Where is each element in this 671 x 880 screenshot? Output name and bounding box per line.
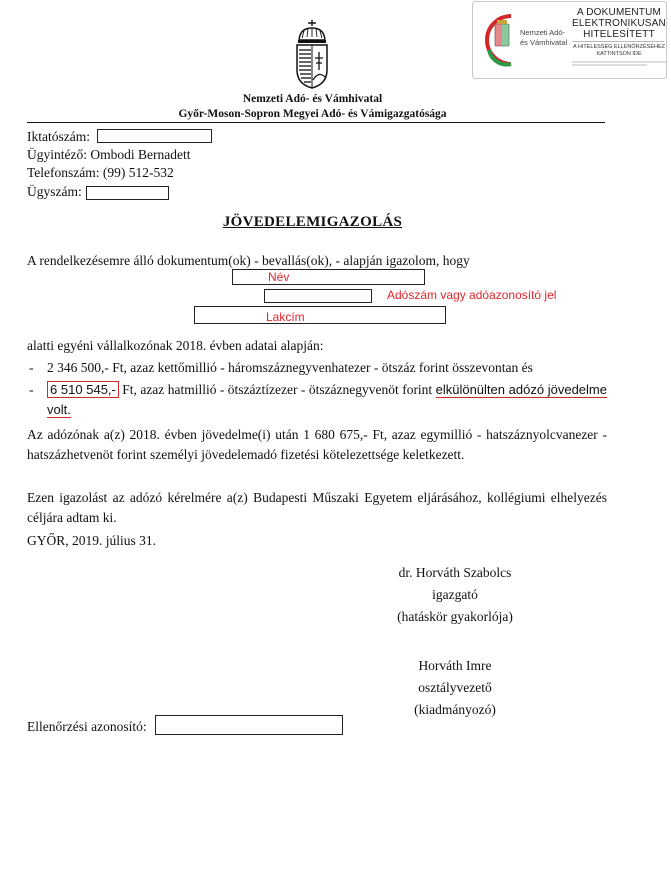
ugyintezo: Ügyintéző: Ombodi Bernadett [27, 147, 191, 162]
list-item: - 6 510 545,- Ft, azaz hatmillió - ötszáztízezer - ötszáznegyvenöt forint elkülönülten adózó jövedelme volt. [29, 382, 607, 417]
signer-director [355, 563, 555, 627]
telefonszam: Telefonszám: (99) 512-532 [27, 165, 174, 180]
address-redaction [194, 306, 446, 324]
list-item: - 2 346 500,- Ft, azaz kettőmillió - háromszáznegyvenhatezer - ötszáz forint összevontan és [29, 360, 533, 375]
after-fields-text: alatti egyéni vállalkozónak 2018. évben adatai alapján: [27, 338, 324, 353]
signer-name: dr. Horváth Szabolcs [398, 565, 512, 580]
intro-text: A rendelkezésemre álló dokumentum(ok) - bevallás(ok), - alapján igazolom, hogy [27, 253, 470, 268]
agency-header [150, 92, 475, 122]
ugyszam-label: Ügyszám: [27, 184, 82, 199]
badge-verify-link[interactable]: A HITELESSÉG ELLENŐRZÉSÉHEZ KATTINTSON IDE [572, 44, 665, 57]
header-divider [27, 122, 605, 123]
taxid-redaction [264, 289, 372, 303]
signer-note: (hatáskör gyakorlója) [397, 609, 513, 624]
signer-role: igazgató [432, 587, 478, 602]
signer-head-of-department [355, 656, 555, 720]
purpose-paragraph: Ezen igazolást az adózó kérelmére a(z) Budapesti Műszaki Egyetem eljárásához, kollégiumi elhelyezés céljára adtam ki. [27, 490, 607, 525]
signer-note: (kiadmányozó) [414, 702, 496, 717]
document-title: JÖVEDELEMIGAZOLÁS [222, 214, 403, 230]
authentication-badge[interactable] [472, 1, 667, 79]
badge-header: A DOKUMENTUM ELEKTRONIKUSAN HITELESÍTETT [572, 7, 666, 40]
agency-name: Nemzeti Adó- és Vámhivatal [242, 93, 383, 105]
separate-income-highlight: elkülönülten adózó jövedelme volt. [47, 382, 607, 417]
separate-income-amount: 6 510 545,- [47, 381, 119, 398]
ugyszam-redaction [86, 186, 169, 200]
badge-org-name: Nemzeti Adó- és Vámhivatal [520, 28, 568, 47]
name-redaction [232, 269, 425, 285]
coat-of-arms-icon [292, 18, 332, 90]
department-name: Győr-Moson-Sopron Megyei Adó- és Vámigazgatósága [178, 108, 447, 120]
tax-paragraph: Az adózónak a(z) 2018. évben jövedelme(i) után 1 680 675,- Ft, azaz egymillió - hatszáznyolcvanezer - hatszázhetvenöt forint személyi jövedelemadó fizetési kötelezettsége keletkezett. [27, 427, 607, 462]
verification-id-field [155, 715, 343, 735]
ugyszam-row [27, 183, 82, 201]
badge-divider [572, 41, 664, 42]
verification-label: Ellenőrzési azonosító: [27, 719, 147, 734]
place-date: GYŐR, 2019. július 31. [27, 533, 157, 548]
income-list [27, 358, 607, 420]
signer-role: osztályvezető [418, 680, 492, 695]
iktatoszam-redaction [97, 129, 212, 143]
name-hint: Név [268, 270, 290, 284]
income-combined: 2 346 500,- Ft, azaz kettőmillió - háromszáznegyvenhatezer - ötszáz forint összevontan és [47, 360, 533, 375]
iktatoszam-label: Iktatószám: [27, 129, 90, 144]
taxid-hint: Adószám vagy adóazonosító jel [387, 288, 557, 302]
signer-name: Horváth Imre [418, 658, 492, 673]
badge-fine-print [572, 60, 666, 67]
separate-income-text: Ft, azaz hatmillió - ötszáztízezer - ötszáznegyvenöt forint [118, 382, 436, 397]
iktatoszam-row [27, 128, 90, 146]
address-hint: Lakcím [266, 310, 305, 324]
nav-logo-icon [481, 10, 525, 70]
